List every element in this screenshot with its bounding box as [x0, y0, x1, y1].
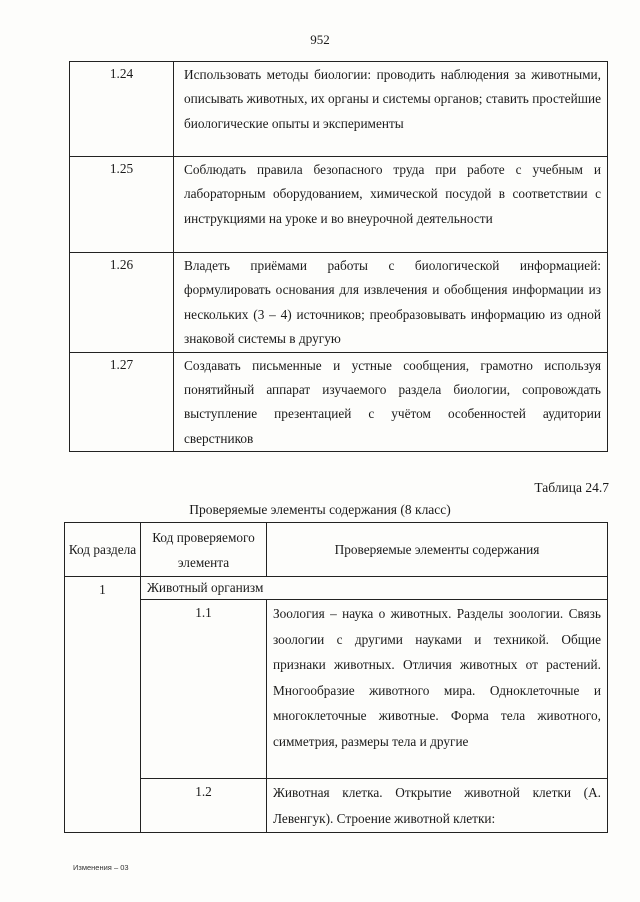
table-row: [70, 62, 608, 157]
requirement-number: 1.27: [70, 352, 174, 452]
table-row: [65, 779, 608, 833]
page-number: 952: [310, 32, 330, 47]
requirement-number: 1.24: [70, 62, 174, 157]
element-text: Зоология – наука о животных. Разделы зоологии. Связь зоологии с другими науками и техникой. Общие признаки животных. Отличия животных от растений. Многообразие животного мира. Одноклеточные и многоклеточные животные. Форма тела животного, симметрия, размеры тела и другие: [267, 600, 608, 779]
element-number: 1.2: [141, 779, 267, 833]
requirement-text: Создавать письменные и устные сообщения, грамотно используя понятийный аппарат изучаемого раздела биологии, сопровождать выступление презентацией с учётом особенностей аудитории сверстников: [174, 352, 608, 452]
table-title: Проверяемые элементы содержания (8 класс): [189, 502, 451, 517]
element-number: 1.1: [141, 600, 267, 779]
header-elements: Проверяемые элементы содержания: [267, 523, 608, 577]
requirement-text: Соблюдать правила безопасного труда при работе с учебным и лабораторным оборудованием, химической посудой в соответствии с инструкциями на уроке и во внеурочной деятельности: [174, 157, 608, 253]
content-elements-table: [64, 522, 608, 833]
requirement-text: Использовать методы биологии: проводить наблюдения за животными, описывать животных, их органы и системы органов; ставить простейшие биологические опыты и эксперименты: [174, 62, 608, 157]
header-section-code: Код раздела: [65, 523, 141, 577]
requirements-table: [69, 61, 608, 452]
footer-revision: Изменения – 03: [73, 863, 129, 872]
section-number: 1: [65, 577, 141, 833]
element-text: Животная клетка. Открытие животной клетки (А. Левенгук). Строение животной клетки:: [267, 779, 608, 833]
table-row: [70, 157, 608, 253]
table-row: [65, 600, 608, 779]
requirement-number: 1.25: [70, 157, 174, 253]
header-element-code: Код проверяемого элемента: [141, 523, 267, 577]
section-row: [65, 577, 608, 600]
section-title: Животный организм: [141, 577, 608, 600]
table-caption: Таблица 24.7: [534, 480, 609, 495]
requirement-number: 1.26: [70, 253, 174, 353]
table-header-row: [65, 523, 608, 577]
table-row: [70, 253, 608, 353]
requirement-text: Владеть приёмами работы с биологической информацией: формулировать основания для извлечения и обобщения информации из нескольких (3 – 4) источников; преобразовывать информацию из одной знаковой системы в другую: [174, 253, 608, 353]
table-row: [70, 352, 608, 452]
